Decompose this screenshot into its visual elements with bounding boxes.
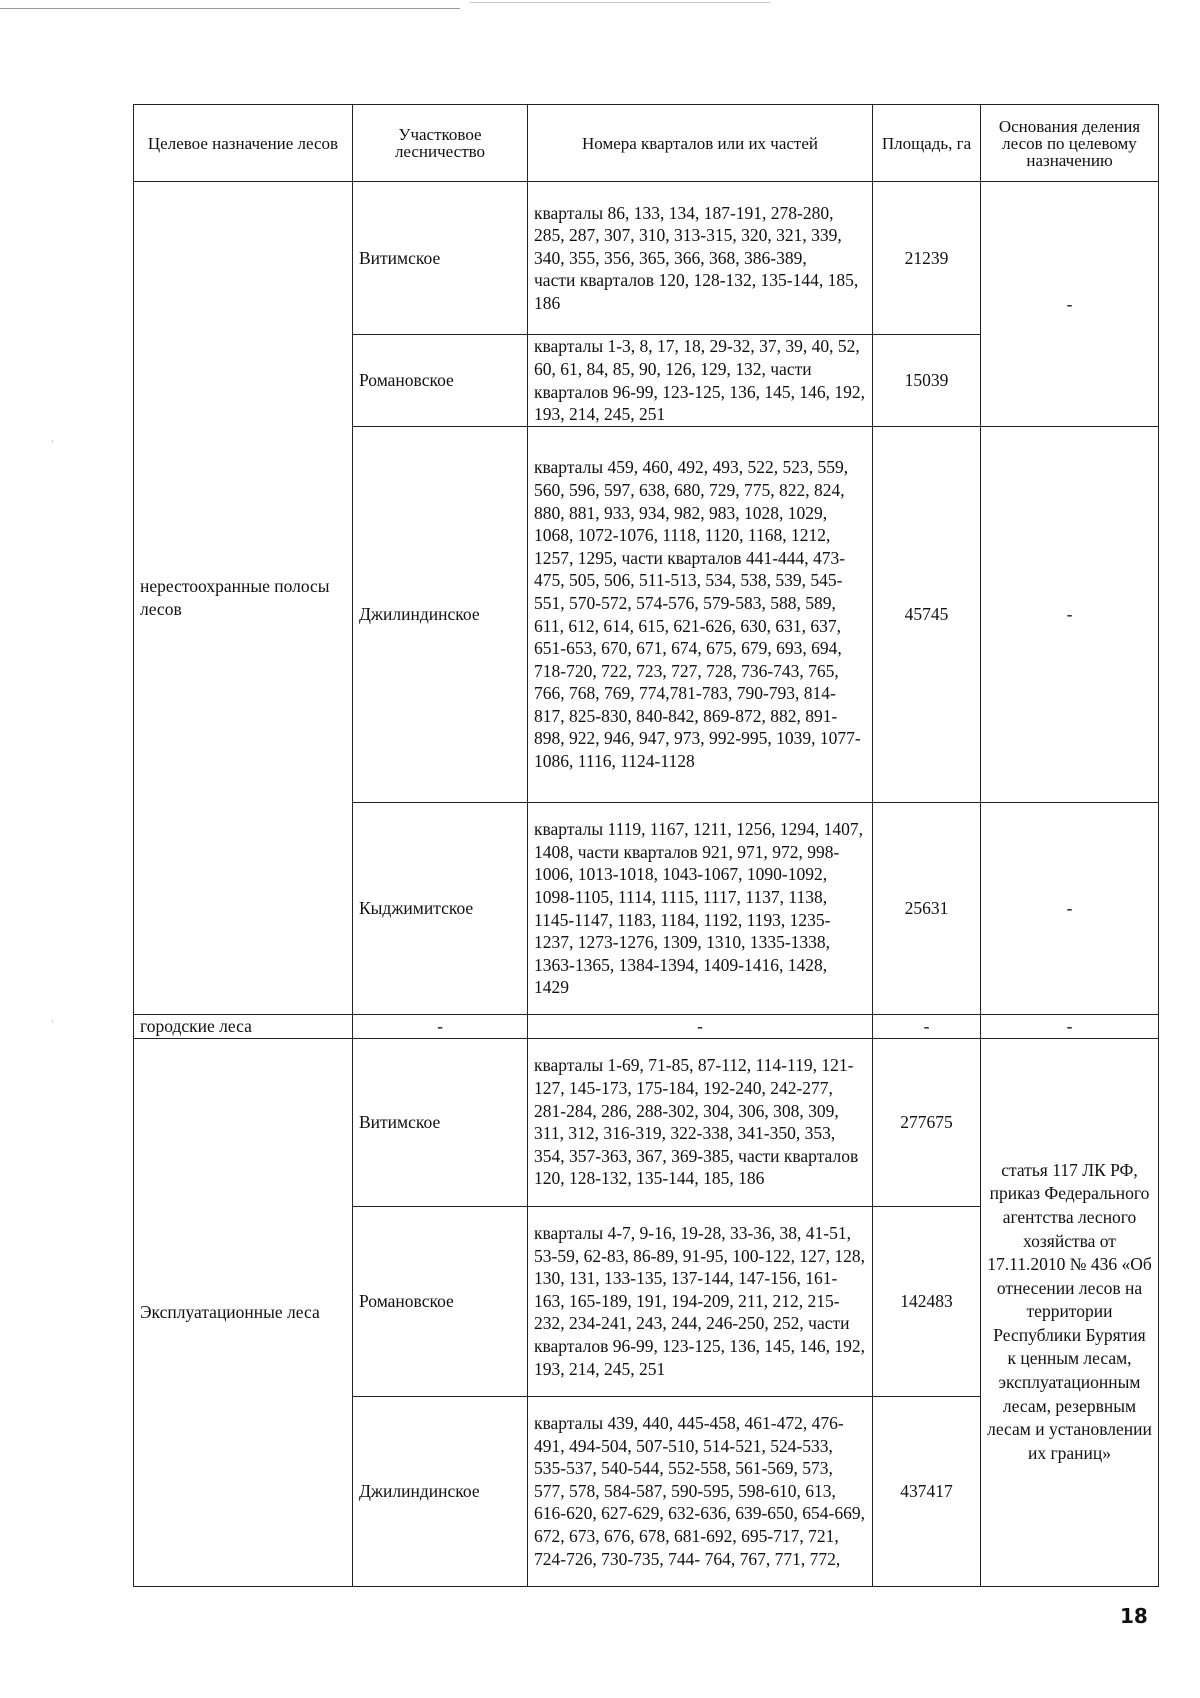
quarters-cell: кварталы 1-69, 71-85, 87-112, 114-119, 121-127, 145-173, 175-184, 192-240, 242-277, 281-284, 286, 288-302, 304, 306, 308, 309, 311, 312, 316-319, 322-338, 341-350, 353, 354, 357-363, 367, 369-385, части кварталов 120, 128-132, 135-144, 185, 186 bbox=[528, 1038, 873, 1206]
forestry-cell: Романовское bbox=[353, 335, 528, 427]
scan-artifact bbox=[52, 440, 53, 443]
forestry-cell: Кыджимитское bbox=[353, 803, 528, 1015]
area-cell: 25631 bbox=[873, 803, 981, 1015]
quarters-cell: кварталы 439, 440, 445-458, 461-472, 476-491, 494-504, 507-510, 514-521, 524-533, 535-537, 540-544, 552-558, 561-569, 573, 577, 578, 584-587, 590-595, 598-610, 613, 616-620, 627-629, 632-636, 639-650, 654-669, 672, 673, 676, 678, 681-692, 695-717, 721, 724-726, 730-735, 744- 764, 767, 771, 772, bbox=[528, 1396, 873, 1586]
forestry-cell: Джилиндинское bbox=[353, 1396, 528, 1586]
category-cell: нерестоохранные полосы лесов bbox=[134, 182, 353, 1015]
forestry-cell: Витимское bbox=[353, 1038, 528, 1206]
forestry-cell: Витимское bbox=[353, 182, 528, 335]
basis-cell: - bbox=[981, 182, 1159, 427]
quarters-cell: - bbox=[528, 1015, 873, 1039]
header-area: Площадь, га bbox=[873, 105, 981, 182]
header-quarters: Номера кварталов или их частей bbox=[528, 105, 873, 182]
area-cell: 45745 bbox=[873, 427, 981, 803]
quarters-text: кварталы 86, 133, 134, 187-191, 278-280, 285, 287, 307, 310, 313-315, 320, 321, 339, 340, 355, 356, 365, 366, 368, 386-389, части кварталов 120, 128-132, 135-144, 185, 186 bbox=[534, 202, 859, 313]
forestry-cell: - bbox=[353, 1015, 528, 1039]
category-cell: городские леса bbox=[134, 1015, 353, 1039]
forestry-cell: Романовское bbox=[353, 1206, 528, 1396]
quarters-cell: кварталы 4-7, 9-16, 19-28, 33-36, 38, 41-51, 53-59, 62-83, 86-89, 91-95, 100-122, 127, 128, 130, 131, 133-135, 137-144, 147-156, 161-163, 165-189, 191, 194-209, 211, 212, 215-232, 234-241, 243, 244, 246-250, 252, части кварталов 96-99, 123-125, 136, 145, 146, 192, 193, 214, 245, 251 bbox=[528, 1206, 873, 1396]
quarters-cell: кварталы 1119, 1167, 1211, 1256, 1294, 1407, 1408, части кварталов 921, 971, 972, 998-1006, 1013-1018, 1043-1067, 1090-1092, 1098-1105, 1114, 1115, 1117, 1137, 1138, 1145-1147, 1183, 1184, 1192, 1193, 1235-1237, 1273-1276, 1309, 1310, 1335-1338, 1363-1365, 1384-1394, 1409-1416, 1428, 1429 bbox=[528, 803, 873, 1015]
header-basis: Основания деления лесов по целевому назначению bbox=[981, 105, 1159, 182]
basis-cell: - bbox=[981, 1015, 1159, 1039]
basis-cell: - bbox=[981, 427, 1159, 803]
area-cell: 21239 bbox=[873, 182, 981, 335]
quarters-cell bbox=[528, 182, 873, 335]
table-row bbox=[134, 1038, 1159, 1206]
basis-cell: - bbox=[981, 803, 1159, 1015]
table-row bbox=[134, 182, 1159, 335]
area-cell: 142483 bbox=[873, 1206, 981, 1396]
area-cell: 277675 bbox=[873, 1038, 981, 1206]
area-cell: 15039 bbox=[873, 335, 981, 427]
page-number: 18 bbox=[1120, 1604, 1148, 1628]
quarters-cell: кварталы 459, 460, 492, 493, 522, 523, 559, 560, 596, 597, 638, 680, 729, 775, 822, 824, 880, 881, 933, 934, 982, 983, 1028, 1029, 1068, 1072-1076, 1118, 1120, 1168, 1212, 1257, 1295, части кварталов 441-444, 473-475, 505, 506, 511-513, 534, 538, 539, 545-551, 570-572, 574-576, 579-583, 588, 589, 611, 612, 614, 615, 621-626, 630, 631, 637, 651-653, 670, 671, 674, 675, 679, 693, 694, 718-720, 722, 723, 727, 728, 736-743, 765, 766, 768, 769, 774,781-783, 790-793, 814-817, 825-830, 840-842, 869-872, 882, 891-898, 922, 946, 947, 973, 992-995, 1039, 1077-1086, 1116, 1124-1128 bbox=[528, 427, 873, 803]
category-cell: Эксплуатационные леса bbox=[134, 1038, 353, 1586]
area-cell: 437417 bbox=[873, 1396, 981, 1586]
header-forestry: Участковое лесничество bbox=[353, 105, 528, 182]
area-cell: - bbox=[873, 1015, 981, 1039]
scan-artifact bbox=[52, 1020, 53, 1023]
forest-division-table bbox=[133, 104, 1159, 1587]
quarters-cell: кварталы 1-3, 8, 17, 18, 29-32, 37, 39, 40, 52, 60, 61, 84, 85, 90, 126, 129, 132, части кварталов 96-99, 123-125, 136, 145, 146, 192, 193, 214, 245, 251 bbox=[528, 335, 873, 427]
scan-edge-line bbox=[0, 8, 460, 9]
scan-edge-line bbox=[470, 2, 770, 3]
forestry-cell: Джилиндинское bbox=[353, 427, 528, 803]
header-purpose: Целевое назначение лесов bbox=[134, 105, 353, 182]
legal-basis-cell: статья 117 ЛК РФ, приказ Федерального агентства лесного хозяйства от 17.11.2010 № 436 «Об отнесении лесов на территории Республики Бурятия к ценным лесам, эксплуатационным лесам, резервным лесам и установлении их границ» bbox=[981, 1038, 1159, 1586]
table-row bbox=[134, 1015, 1159, 1039]
table-header-row bbox=[134, 105, 1159, 182]
